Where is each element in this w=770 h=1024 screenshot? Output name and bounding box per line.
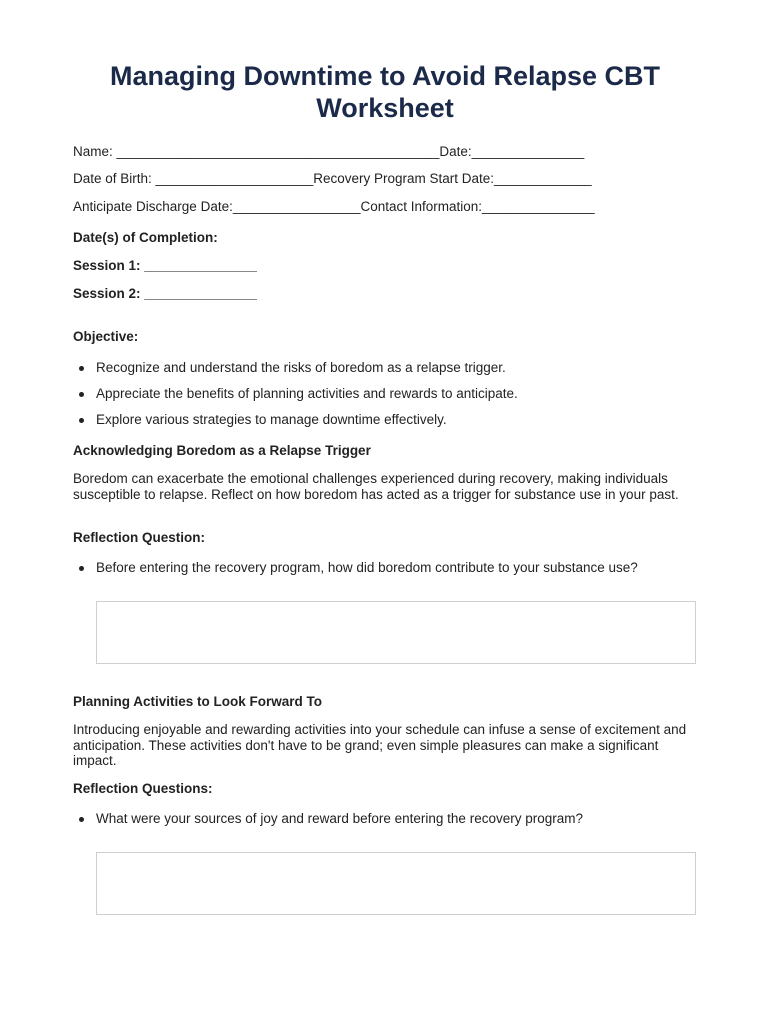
section-body-boredom: Boredom can exacerbate the emotional challenges experienced during recovery, making individuals susceptible to relapse. Reflect on how boredom has acted as a trigger for substance use in your past.	[73, 471, 679, 502]
reflection-heading: Reflection Questions:	[73, 781, 213, 796]
objective-item: Explore various strategies to manage downtime effectively.	[73, 412, 518, 427]
objective-item: Appreciate the benefits of planning activities and rewards to anticipate.	[73, 386, 518, 401]
reflection-list	[73, 560, 638, 575]
answer-box[interactable]	[96, 601, 696, 664]
completion-heading: Date(s) of Completion:	[73, 230, 218, 245]
objective-item: Recognize and understand the risks of boredom as a relapse trigger.	[73, 360, 518, 375]
section-heading-boredom: Acknowledging Boredom as a Relapse Trigger	[73, 443, 371, 458]
session-1-field[interactable]: Session 1: _______________	[73, 258, 257, 273]
section-heading-activities: Planning Activities to Look Forward To	[73, 694, 323, 709]
section-body-activities: Introducing enjoyable and rewarding activities into your schedule can infuse a sense of excitement and anticipation. These activities don't have to be grand; even simple pleasures can make a significant impact.	[73, 722, 687, 768]
reflection-question: What were your sources of joy and reward before entering the recovery program?	[73, 811, 583, 826]
reflection-question: Before entering the recovery program, how did boredom contribute to your substance use?	[73, 560, 638, 575]
objective-heading: Objective:	[73, 329, 139, 344]
page-title: Managing Downtime to Avoid Relapse CBT Worksheet	[109, 61, 661, 123]
answer-box[interactable]	[96, 852, 696, 915]
discharge-contact-fields[interactable]: Anticipate Discharge Date:_________________Contact Information:_______________	[73, 199, 595, 214]
session-2-field[interactable]: Session 2: _______________	[73, 286, 257, 301]
dob-start-date-fields[interactable]: Date of Birth: _____________________Recovery Program Start Date:_____________	[73, 171, 592, 186]
reflection-heading: Reflection Question:	[73, 530, 206, 545]
name-date-fields[interactable]: Name: ___________________________________________Date:_______________	[73, 144, 585, 159]
reflection-list	[73, 811, 583, 826]
objective-list	[73, 360, 518, 427]
